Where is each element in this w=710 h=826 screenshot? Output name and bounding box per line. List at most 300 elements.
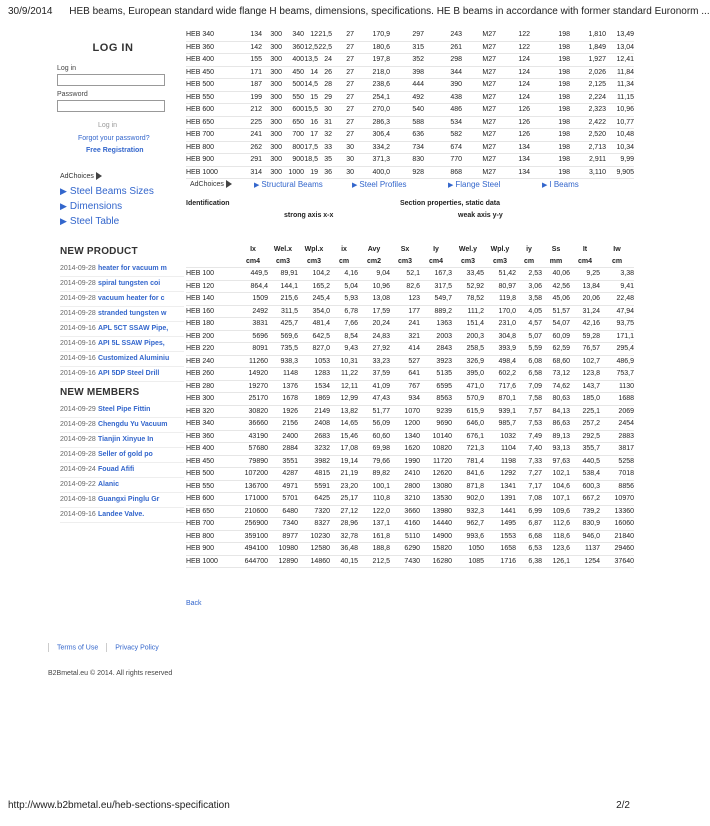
table-cell: 40,15 — [330, 555, 358, 568]
table-cell: 261 — [424, 41, 462, 54]
table-cell: 198 — [530, 104, 570, 117]
table-cell: 602,2 — [484, 368, 516, 381]
table-cell: 2883 — [600, 430, 634, 443]
table-cell: 1363 — [420, 318, 452, 331]
table-cell: 109,6 — [542, 505, 570, 518]
table-cell: 126 — [496, 116, 530, 129]
list-item-date: 2014-09-28 — [60, 421, 96, 428]
list-item-date: 2014-09-24 — [60, 466, 96, 473]
table-cell: 300 — [262, 54, 282, 67]
table-cell: 12620 — [420, 468, 452, 481]
table-cell: 93,75 — [600, 318, 634, 331]
table-cell: 167,3 — [420, 268, 452, 281]
table-cell: 198 — [530, 54, 570, 67]
table-cell: 198 — [530, 29, 570, 41]
print-date: 30/9/2014 — [8, 6, 53, 17]
table-cell: HEB 340 — [186, 418, 238, 431]
password-input[interactable] — [57, 100, 165, 112]
table-cell: 89,91 — [268, 268, 298, 281]
table-cell: 5591 — [298, 480, 330, 493]
table-cell: 16280 — [420, 555, 452, 568]
list-item-link[interactable]: API 5L SSAW Pipes, — [97, 340, 165, 347]
password-label: Password — [57, 91, 88, 98]
table-row — [186, 343, 634, 356]
table-cell: HEB 400 — [186, 443, 238, 456]
table-cell: Sx — [400, 246, 410, 253]
table-cell: 198 — [530, 166, 570, 179]
table-cell: 22,48 — [600, 293, 634, 306]
table-cell: 111,2 — [452, 305, 484, 318]
table-cell: cm — [516, 256, 542, 268]
table-cell: 134 — [496, 166, 530, 179]
table-cell: HEB 140 — [186, 293, 238, 306]
table-cell: 2,323 — [570, 104, 606, 117]
table-cell: 134 — [496, 141, 530, 154]
list-item-date: 2014-09-16 — [60, 340, 96, 347]
table-cell: 7340 — [268, 518, 298, 531]
table-cell: HEB 450 — [186, 455, 238, 468]
list-item-link[interactable]: Tianjin Xinyue In — [97, 436, 154, 443]
table-cell: 13080 — [420, 480, 452, 493]
table-row — [186, 41, 634, 54]
list-item-link[interactable]: vacuum heater for c — [97, 295, 165, 302]
table-cell: 19270 — [238, 380, 268, 393]
list-item-date: 2014-09-16 — [60, 370, 96, 377]
table-cell: 3232 — [298, 443, 330, 456]
table-cell: 9,41 — [600, 280, 634, 293]
table-cell: 534 — [424, 116, 462, 129]
table-cell: 62,59 — [542, 343, 570, 356]
list-item-link[interactable]: Seller of gold po — [97, 451, 153, 458]
table-cell: 938,3 — [268, 355, 298, 368]
table-cell: 355,7 — [570, 443, 600, 456]
table-cell: 107200 — [238, 468, 268, 481]
list-item-link[interactable]: Fouad Afifi — [97, 466, 135, 473]
table-cell: 471,0 — [452, 380, 484, 393]
table-cell: 37,59 — [358, 368, 390, 381]
table-cell: 7,27 — [516, 468, 542, 481]
table-cell: 700 — [282, 129, 304, 142]
table-cell: 939,1 — [484, 405, 516, 418]
list-item[interactable] — [60, 508, 184, 523]
table-cell: 2800 — [390, 480, 420, 493]
table-cell: 136700 — [238, 480, 268, 493]
list-item-link[interactable]: stranded tungsten w — [97, 310, 167, 317]
table-cell: 97,63 — [542, 455, 570, 468]
table-cell: 889,2 — [420, 305, 452, 318]
list-item-link[interactable]: Chengdu Yu Vacuum — [97, 421, 168, 428]
table-cell: 21,19 — [330, 468, 358, 481]
table-cell: 16 — [304, 116, 318, 129]
table-cell: 717,6 — [484, 380, 516, 393]
table-cell: 1391 — [484, 493, 516, 506]
list-item-link[interactable]: Landee Valve. — [97, 511, 145, 518]
table-cell: 14900 — [420, 530, 452, 543]
table-cell: 2,520 — [570, 129, 606, 142]
table-cell: 1292 — [484, 468, 516, 481]
table-cell: 7,08 — [516, 493, 542, 506]
table-cell: 2410 — [390, 468, 420, 481]
list-item-link[interactable]: APL 5CT SSAW Pipe, — [97, 325, 169, 332]
table-cell: 300 — [262, 154, 282, 167]
table-cell: 636 — [390, 129, 424, 142]
table-cell: 17,59 — [358, 305, 390, 318]
left-adchoices[interactable] — [60, 172, 102, 180]
table-cell: 2149 — [298, 405, 330, 418]
table-cell: 124 — [496, 54, 530, 67]
table-cell: 7018 — [600, 468, 634, 481]
table-row — [186, 79, 634, 92]
list-item[interactable] — [60, 307, 184, 322]
table-cell: HEB 120 — [186, 280, 238, 293]
table-cell: 27 — [332, 91, 354, 104]
print-header — [8, 6, 710, 17]
table-cell: M27 — [462, 166, 496, 179]
table-cell: 171 — [234, 66, 262, 79]
table-cell: 243 — [424, 29, 462, 41]
table-cell: 306,4 — [354, 129, 390, 142]
table-cell: 1688 — [600, 393, 634, 406]
table-cell: 2,53 — [516, 268, 542, 281]
play-icon: ▶ — [60, 201, 67, 211]
table-cell: 7,58 — [516, 393, 542, 406]
list-item-link[interactable]: Alanic — [97, 481, 119, 488]
new-members-title: NEW MEMBERS — [60, 387, 140, 398]
list-item[interactable] — [60, 478, 184, 493]
table-cell: 317,5 — [420, 280, 452, 293]
ad-link-steel-profiles[interactable]: ▶ Steel Profiles — [352, 180, 407, 189]
table-cell: 42,56 — [542, 280, 570, 293]
ad-link-i-beams[interactable]: ▶ I Beams — [542, 180, 579, 189]
table-cell: HEB 160 — [186, 305, 238, 318]
table-cell: 2884 — [268, 443, 298, 456]
table-cell: cm3 — [484, 256, 516, 268]
table-cell: 300 — [262, 129, 282, 142]
table-cell: 23,20 — [330, 480, 358, 493]
table-cell: 300 — [262, 66, 282, 79]
table-cell: 84,13 — [542, 405, 570, 418]
list-item-date: 2014-09-16 — [60, 511, 96, 518]
left-link-steel-beams-sizes[interactable]: ▶ Steel Beams Sizes — [60, 186, 154, 197]
table-cell: 10,96 — [358, 280, 390, 293]
table-cell: 8856 — [600, 480, 634, 493]
table-cell: 550 — [282, 91, 304, 104]
table-cell: 344 — [424, 66, 462, 79]
table-cell: 841,6 — [452, 468, 484, 481]
table-cell: 30 — [318, 104, 332, 117]
table-cell: 257,2 — [570, 418, 600, 431]
table-cell: 438 — [424, 91, 462, 104]
table-cell: M27 — [462, 129, 496, 142]
play-icon: ▶ — [60, 216, 67, 226]
list-item[interactable] — [60, 337, 184, 352]
table-cell: 360 — [282, 41, 304, 54]
table-cell: 60,60 — [358, 430, 390, 443]
list-item[interactable] — [60, 433, 184, 448]
table-cell: 1509 — [238, 293, 268, 306]
list-item-date: 2014-09-22 — [60, 481, 96, 488]
table-cell: cm3 — [390, 256, 420, 268]
list-item-link[interactable]: API 5DP Steel Drill — [97, 370, 160, 377]
table-cell: 15,5 — [304, 104, 318, 117]
table-cell: 1,810 — [570, 29, 606, 41]
table-cell: 297 — [390, 29, 424, 41]
table-cell: 498,4 — [484, 355, 516, 368]
table-cell: M27 — [462, 104, 496, 117]
table-cell: 3923 — [420, 355, 452, 368]
section-properties-title: Section properties, static data — [400, 200, 500, 207]
list-item[interactable] — [60, 493, 184, 508]
table-cell: 198 — [530, 91, 570, 104]
table-cell: 25,17 — [330, 493, 358, 506]
table-cell: 198 — [530, 129, 570, 142]
table-cell: 9,04 — [358, 268, 390, 281]
table-cell: 600,3 — [570, 480, 600, 493]
table-cell: 2069 — [600, 405, 634, 418]
table-row — [186, 104, 634, 117]
table-cell: 12,41 — [606, 54, 634, 67]
table-cell: 4815 — [298, 468, 330, 481]
table-cell: 1148 — [268, 368, 298, 381]
left-link-dimensions[interactable]: ▶ Dimensions — [60, 201, 123, 212]
table-cell: 13,84 — [570, 280, 600, 293]
table-cell: 177 — [390, 305, 420, 318]
table-row — [186, 393, 634, 406]
table-cell: 393,9 — [484, 343, 516, 356]
table-cell: 2156 — [268, 418, 298, 431]
table-cell: 6,78 — [330, 305, 358, 318]
table-cell: 187 — [234, 79, 262, 92]
table-cell: 300 — [262, 141, 282, 154]
table-row — [186, 405, 634, 418]
table-row — [186, 268, 634, 281]
play-icon: ▶ — [254, 182, 260, 189]
table-cell: HEB 450 — [186, 66, 234, 79]
table-cell: 134 — [234, 29, 262, 41]
table-row — [186, 66, 634, 79]
free-registration-link[interactable]: Free Registration — [86, 147, 144, 154]
table-cell: 2,026 — [570, 66, 606, 79]
table-cell: 27 — [332, 41, 354, 54]
table-cell: 185,0 — [570, 393, 600, 406]
table-cell: Wel.y — [458, 246, 478, 253]
list-item[interactable] — [60, 352, 184, 367]
table-cell: 582 — [424, 129, 462, 142]
list-item[interactable] — [60, 367, 184, 382]
table-cell: 5,04 — [330, 280, 358, 293]
forgot-password-link[interactable]: Forgot your password? — [78, 135, 150, 142]
table-cell: 3817 — [600, 443, 634, 456]
login-title: LOG IN — [92, 42, 134, 54]
table-cell: HEB 360 — [186, 430, 238, 443]
table-cell: 4,57 — [516, 318, 542, 331]
table-cell: 188,8 — [358, 543, 390, 556]
table-cell: 7,17 — [516, 480, 542, 493]
print-footer — [8, 800, 630, 811]
table-row — [186, 305, 634, 318]
ad-link-flange-steel[interactable]: ▶ Flange Steel — [448, 180, 501, 189]
table-cell: 123,8 — [570, 368, 600, 381]
table-cell: 395,0 — [452, 368, 484, 381]
table-cell: cm4 — [238, 256, 268, 268]
table-cell: 3,38 — [600, 268, 634, 281]
table-cell: Iw — [613, 246, 621, 253]
section-properties-table — [186, 244, 634, 568]
table-cell: 124 — [496, 79, 530, 92]
table-cell: 262 — [234, 141, 262, 154]
table-cell: HEB 320 — [186, 405, 238, 418]
list-item-link[interactable]: Customized Aluminiu — [97, 355, 170, 362]
divider — [106, 643, 107, 652]
table-cell: 10230 — [298, 530, 330, 543]
table-cell: 155 — [234, 54, 262, 67]
table-cell: HEB 900 — [186, 543, 238, 556]
table-cell: 9,43 — [330, 343, 358, 356]
list-item[interactable] — [60, 448, 184, 463]
privacy-policy-link[interactable]: Privacy Policy — [115, 644, 159, 652]
table-cell: 17,08 — [330, 443, 358, 456]
terms-of-use-link[interactable]: Terms of Use — [57, 644, 99, 652]
table-cell: 36,48 — [330, 543, 358, 556]
table-cell: 27 — [332, 129, 354, 142]
table-cell: HEB 180 — [186, 318, 238, 331]
table-cell: 52,1 — [390, 268, 420, 281]
table-cell: 200,3 — [452, 330, 484, 343]
adchoices-top[interactable]: AdChoices — [190, 180, 232, 188]
list-item-date: 2014-09-16 — [60, 355, 96, 362]
table-cell: 500 — [282, 79, 304, 92]
table-cell: 241 — [390, 318, 420, 331]
table-cell: 1441 — [484, 505, 516, 518]
table-cell: 142 — [234, 41, 262, 54]
table-cell: 6,68 — [516, 530, 542, 543]
table-cell: 1341 — [484, 480, 516, 493]
table-cell: 2,911 — [570, 154, 606, 167]
table-cell: 7,33 — [516, 455, 542, 468]
table-cell: 6,99 — [516, 505, 542, 518]
list-item-link[interactable]: Guangxi Pinglu Gr — [97, 496, 160, 503]
table-cell: 60,09 — [542, 330, 570, 343]
table-cell: 126 — [496, 129, 530, 142]
table-cell: 902,0 — [452, 493, 484, 506]
table-cell: M27 — [462, 154, 496, 167]
table-cell: 118,6 — [542, 530, 570, 543]
table-cell: 4,05 — [516, 305, 542, 318]
table-cell: 74,62 — [542, 380, 570, 393]
list-item-link[interactable]: Steel Pipe Fittin — [97, 406, 151, 413]
list-item-link[interactable]: heater for vacuum m — [97, 265, 167, 272]
table-cell: 215,6 — [268, 293, 298, 306]
table-cell: 198 — [530, 79, 570, 92]
list-item-date: 2014-09-28 — [60, 265, 96, 272]
table-cell: 32 — [318, 129, 332, 142]
table-cell: 36660 — [238, 418, 268, 431]
adchoices-icon — [226, 180, 232, 188]
table-cell: 27 — [332, 54, 354, 67]
table-cell: 1990 — [390, 455, 420, 468]
table-cell: 304,8 — [484, 330, 516, 343]
table-cell: 3,06 — [516, 280, 542, 293]
table-cell: 27 — [332, 116, 354, 129]
table-cell: HEB 260 — [186, 368, 238, 381]
table-cell: 124 — [496, 91, 530, 104]
list-item[interactable] — [60, 277, 184, 292]
table-cell: 2003 — [420, 330, 452, 343]
table-cell: 165,2 — [298, 280, 330, 293]
list-item[interactable] — [60, 403, 184, 418]
table-cell: 13530 — [420, 493, 452, 506]
table-cell: 2408 — [298, 418, 330, 431]
table-cell: 47,43 — [358, 393, 390, 406]
table-cell: 41,09 — [358, 380, 390, 393]
table-cell: 30 — [332, 141, 354, 154]
table-cell: Wpl.x — [304, 246, 324, 253]
table-row — [186, 91, 634, 104]
table-cell: 54,07 — [542, 318, 570, 331]
table-cell: 12 — [304, 29, 318, 41]
list-item[interactable] — [60, 262, 184, 277]
table-cell: HEB 600 — [186, 104, 234, 117]
table-cell: 870,1 — [484, 393, 516, 406]
table-cell: 932,3 — [452, 505, 484, 518]
login-input[interactable] — [57, 74, 165, 86]
table-cell: 26 — [318, 66, 332, 79]
table-cell: 3,110 — [570, 166, 606, 179]
table-cell: HEB 240 — [186, 355, 238, 368]
table-cell: 33,45 — [452, 268, 484, 281]
list-item[interactable] — [60, 463, 184, 478]
list-item-link[interactable]: spiral tungsten coi — [97, 280, 161, 287]
login-button[interactable]: Log in — [98, 122, 118, 129]
table-row — [186, 530, 634, 543]
table-cell: HEB 550 — [186, 480, 238, 493]
back-link[interactable]: Back — [186, 600, 202, 607]
table-cell: 57680 — [238, 443, 268, 456]
table-row — [186, 355, 634, 368]
table-cell: 569,6 — [268, 330, 298, 343]
list-item[interactable] — [60, 292, 184, 307]
table-cell: 449,5 — [238, 268, 268, 281]
table-cell: cm — [600, 256, 634, 268]
table-cell: 12,99 — [330, 393, 358, 406]
table-cell: HEB 280 — [186, 380, 238, 393]
table-cell: 1926 — [268, 405, 298, 418]
table-cell: 400 — [282, 54, 304, 67]
list-item[interactable] — [60, 322, 184, 337]
table-cell: 440,5 — [570, 455, 600, 468]
table-cell: cm4 — [420, 256, 452, 268]
table-row — [186, 368, 634, 381]
new-product-list — [60, 262, 184, 382]
left-link-steel-table[interactable]: ▶ Steel Table — [60, 216, 120, 227]
table-cell: 5135 — [420, 368, 452, 381]
table-cell: 51,57 — [542, 305, 570, 318]
table-cell: 30 — [332, 154, 354, 167]
ad-link-structural-beams[interactable]: ▶ Structural Beams — [254, 180, 323, 189]
list-item[interactable] — [60, 418, 184, 433]
table-cell: 102,1 — [542, 468, 570, 481]
table-cell: 615,9 — [452, 405, 484, 418]
table-cell: 198 — [530, 41, 570, 54]
list-item-date: 2014-09-16 — [60, 325, 96, 332]
table-cell: M27 — [462, 79, 496, 92]
table-cell: 47,94 — [600, 305, 634, 318]
divider — [48, 643, 49, 652]
table-cell: cm3 — [298, 256, 330, 268]
table-cell: 1137 — [570, 543, 600, 556]
table-row — [186, 141, 634, 154]
table-cell: 1869 — [298, 393, 330, 406]
